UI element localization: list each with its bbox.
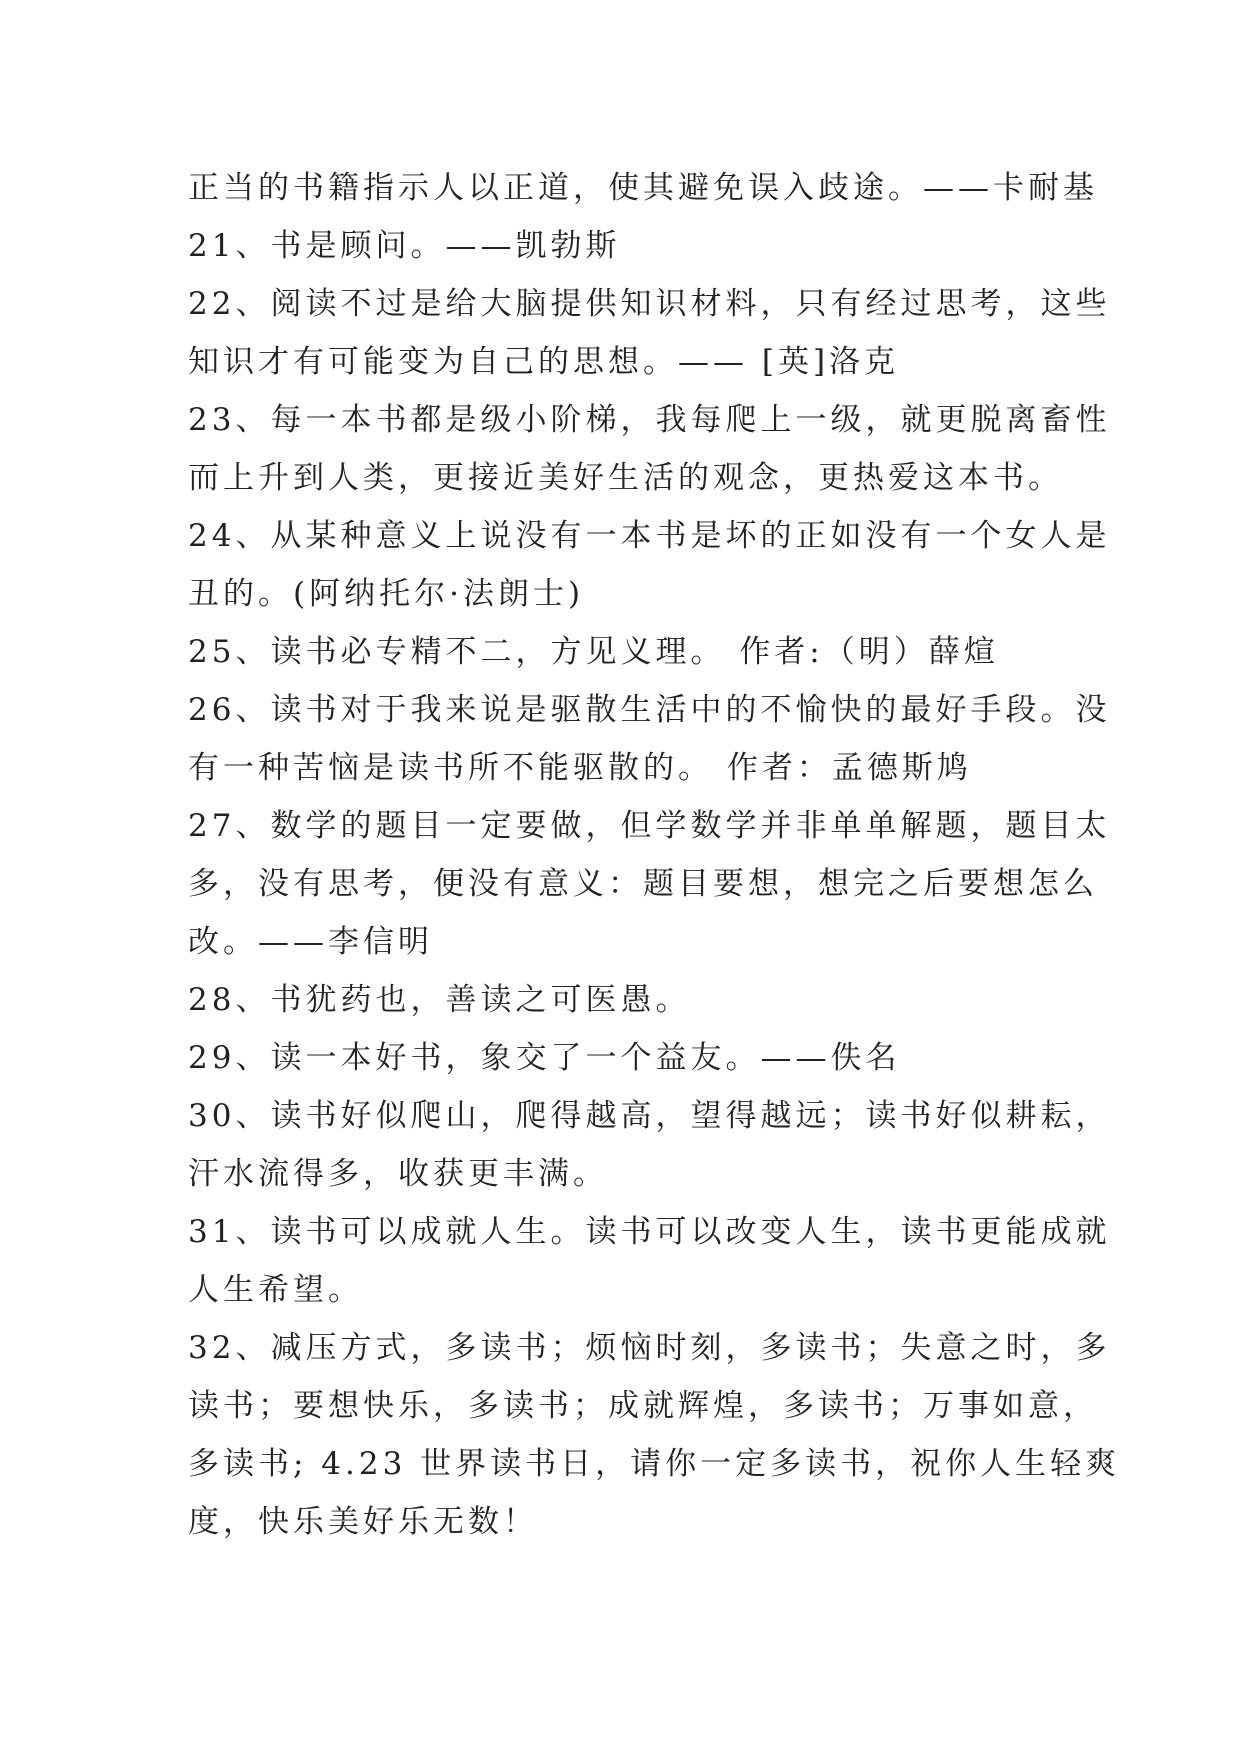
text-line: 读书；要想快乐，多读书；成就辉煌，多读书；万事如意， (188, 1388, 1098, 1424)
quote-paragraph (188, 391, 1111, 507)
text-line: 改。——李信明 (188, 924, 433, 960)
text-line: 度，快乐美好乐无数！ (188, 1504, 538, 1540)
text-line: 32、减压方式，多读书；烦恼时刻，多读书；失意之时，多 (188, 1330, 1111, 1366)
text-line: 23、每一本书都是级小阶梯，我每爬上一级，就更脱离畜性 (188, 402, 1111, 438)
text-line: 汗水流得多，收获更丰满。 (188, 1156, 608, 1192)
text-line: 29、读一本好书，象交了一个益友。——佚名 (188, 1040, 901, 1076)
text-line: 26、读书对于我来说是驱散生活中的不愉快的最好手段。没 (188, 692, 1111, 728)
quote-paragraph (188, 1319, 1121, 1551)
text-line: 丑的。(阿纳托尔·法朗士) (188, 576, 585, 612)
quote-paragraph (188, 623, 1068, 681)
quote-list (188, 159, 1121, 1551)
quote-paragraph (188, 971, 1068, 1029)
text-line: 有一种苦恼是读书所不能驱散的。 作者：孟德斯鸠 (188, 750, 972, 786)
quote-paragraph (188, 1087, 1111, 1203)
text-line: 知识才有可能变为自己的思想。—— [英]洛克 (188, 344, 900, 380)
text-line: 25、读书必专精不二，方见义理。 作者:（明）薛煊 (188, 634, 999, 670)
text-line: 21、书是顾问。——凯勃斯 (188, 228, 621, 264)
quote-paragraph-intro (188, 159, 1098, 217)
quote-paragraph (188, 507, 1111, 623)
quote-paragraph (188, 217, 1068, 275)
text-line: 22、阅读不过是给大脑提供知识材料，只有经过思考，这些 (188, 286, 1111, 322)
text-line: 24、从某种意义上说没有一本书是坏的正如没有一个女人是 (188, 518, 1111, 554)
text-line: 28、书犹药也，善读之可医愚。 (188, 982, 691, 1018)
text-line: 多读书; 4.23 世界读书日，请你一定多读书，祝你人生轻爽 (188, 1446, 1121, 1482)
quote-paragraph (188, 1203, 1111, 1319)
quote-paragraph (188, 1029, 1068, 1087)
text-line: 人生希望。 (188, 1272, 363, 1308)
text-line: 30、读书好似爬山，爬得越高，望得越远；读书好似耕耘， (188, 1098, 1111, 1134)
text-line: 多，没有思考，便没有意义：题目要想，想完之后要想怎么 (188, 866, 1098, 902)
quote-paragraph (188, 681, 1111, 797)
text-line: 31、读书可以成就人生。读书可以改变人生，读书更能成就 (188, 1214, 1111, 1250)
quote-paragraph (188, 275, 1111, 391)
text-line: 正当的书籍指示人以正道，使其避免误入歧途。——卡耐基 (188, 170, 1098, 206)
text-line: 27、数学的题目一定要做，但学数学并非单单解题，题目太 (188, 808, 1111, 844)
quote-paragraph (188, 797, 1111, 971)
text-line: 而上升到人类，更接近美好生活的观念，更热爱这本书。 (188, 460, 1063, 496)
